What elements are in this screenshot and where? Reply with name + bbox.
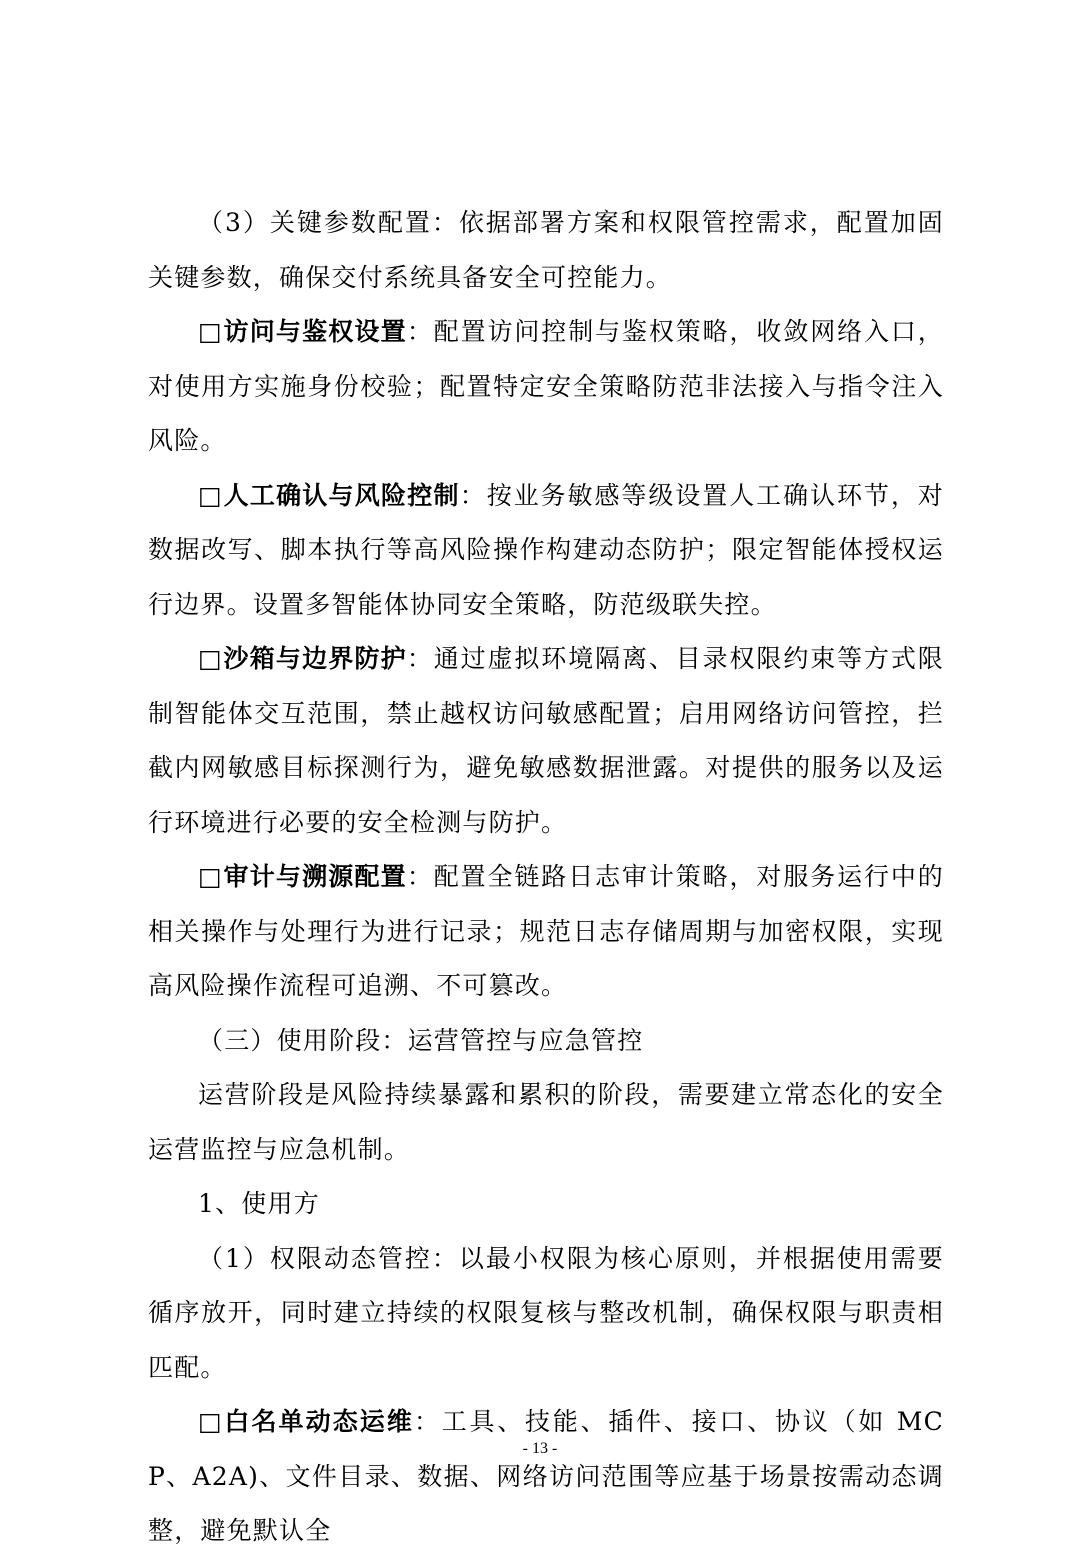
paragraph-text: ：配置全链路日志审计策略，对服务运行中的相关操作与处理行为进行记录；规范日志存储周期与加密权限，实现高风险操作流程可追溯、不可篡改。 — [148, 862, 944, 1000]
paragraph-heading: 审计与溯源配置 — [223, 862, 407, 891]
section-heading-usage-stage — [148, 1014, 944, 1069]
checkbox-icon: □ — [198, 862, 224, 891]
body-text — [148, 196, 944, 1559]
paragraph-operation-stage — [148, 1068, 944, 1177]
page-number: - 13 - — [522, 1440, 558, 1457]
paragraph-text: 运营阶段是风险持续暴露和累积的阶段，需要建立常态化的安全运营监控与应急机制。 — [148, 1080, 944, 1164]
checkbox-icon: □ — [198, 317, 224, 346]
paragraph-access-auth — [148, 305, 944, 469]
paragraph-key-parameter-config — [148, 196, 944, 305]
paragraph-sandbox — [148, 632, 944, 850]
subheading-user — [148, 1177, 944, 1232]
checkbox-icon: □ — [198, 480, 224, 510]
paragraph-heading: 白名单动态运维 — [224, 1407, 414, 1436]
paragraph-text: （3）关键参数配置：依据部署方案和权限管控需求，配置加固关键参数，确保交付系统具备安全可控能力。 — [148, 208, 944, 292]
subheading-text: 1、使用方 — [198, 1189, 320, 1218]
paragraph-heading: 沙箱与边界防护 — [223, 644, 407, 673]
paragraph-heading: 人工确认与风险控制 — [223, 480, 460, 510]
section-heading-text: （三）使用阶段：运营管控与应急管控 — [198, 1025, 644, 1055]
paragraph-manual-confirm — [148, 469, 944, 633]
checkbox-icon: □ — [198, 644, 224, 673]
paragraph-text: （1）权限动态管控：以最小权限为核心原则，并根据使用需要循序放开，同时建立持续的权限复核与整改机制，确保权限与职责相匹配。 — [148, 1243, 944, 1382]
checkbox-icon: □ — [198, 1407, 225, 1436]
paragraph-audit — [148, 850, 944, 1014]
paragraph-text: ：配置访问控制与鉴权策略，收敛网络入口，对使用方实施身份校验；配置特定安全策略防范非法接入与指令注入风险。 — [148, 317, 944, 455]
paragraph-whitelist — [148, 1395, 944, 1559]
paragraph-permission-control — [148, 1232, 944, 1396]
paragraph-heading: 访问与鉴权设置 — [223, 317, 407, 346]
paragraph-text: ：通过虚拟环境隔离、目录权限约束等方式限制智能体交互范围，禁止越权访问敏感配置；启用网络访问管控，拦截内网敏感目标探测行为，避免敏感数据泄露。对提供的服务以及运行环境进行必要的安全检测与防护。 — [148, 644, 944, 837]
paragraph-text: ：按业务敏感等级设置人工确认环节，对数据改写、脚本执行等高风险操作构建动态防护；限定智能体授权运行边界。设置多智能体协同安全策略，防范级联失控。 — [148, 480, 944, 619]
paragraph-text: ：工具、技能、插件、接口、协议（如 MCP、A2A)、文件目录、数据、网络访问范围等应基于场景按需动态调整，避免默认全 — [148, 1407, 944, 1545]
